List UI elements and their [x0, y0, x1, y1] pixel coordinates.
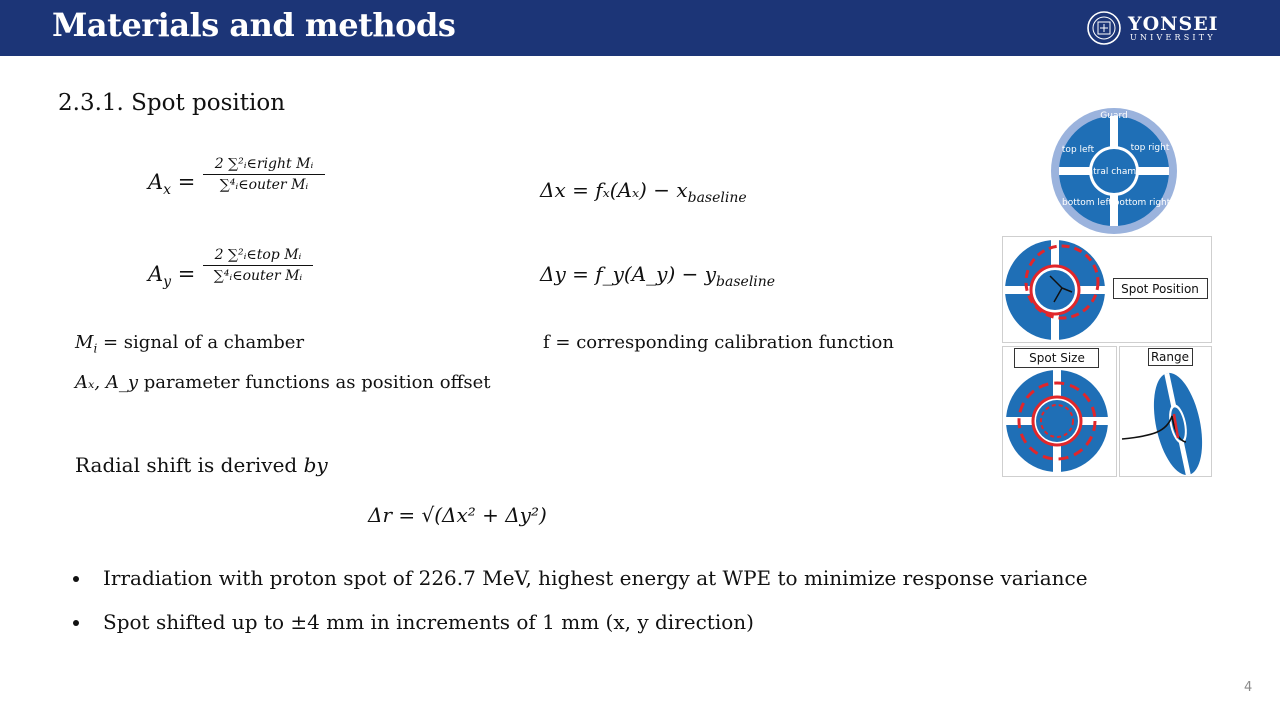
delta-r-equation: Δr = √(Δx² + Δy²) [368, 503, 547, 527]
fraction-bar [203, 265, 313, 266]
ay-numerator: 2 ∑²ᵢ∈top Mᵢ [214, 247, 302, 263]
top-left-label: top left [1061, 145, 1095, 155]
range-label: Range [1150, 350, 1190, 364]
spot-position-label: Spot Position [1121, 282, 1199, 296]
ay-symbol: A [148, 262, 164, 286]
mi-subscript: i [93, 341, 98, 356]
bullet-text: Irradiation with proton spot of 226.7 MeV, highest energy at WPE to minimize response variance [103, 566, 1088, 590]
ay-subscript: y [163, 274, 172, 291]
radial-text: Radial shift is derived [75, 453, 298, 477]
section-heading: 2.3.1. Spot position [58, 90, 286, 116]
bullet-dot-icon [73, 620, 79, 626]
spot-size-label: Spot Size [1029, 351, 1085, 365]
slide-title: Materials and methods [52, 6, 456, 44]
university-logo [1086, 10, 1236, 46]
ax-subscript: x [163, 182, 172, 199]
bottom-right-label: bottom right [1113, 198, 1171, 208]
delta-x-body: Δx = fₓ(Aₓ) − x [540, 178, 688, 202]
guard-label: Guard [1100, 111, 1128, 121]
central-chamber-label: central chamber [1076, 167, 1152, 177]
bottom-left-label: bottom left [1062, 198, 1112, 208]
ax-fraction [203, 156, 325, 193]
ax-denominator: ∑⁴ᵢ∈outer Mᵢ [219, 177, 309, 193]
delta-x-subscript: baseline [687, 190, 747, 206]
mi-symbol: M [75, 332, 94, 353]
spot-size-chamber [1006, 370, 1108, 472]
list-item [73, 566, 1088, 610]
mi-text: = signal of a chamber [97, 332, 305, 353]
axay-symbols: Aₓ, A_y [75, 372, 138, 393]
delta-y-subscript: baseline [716, 274, 776, 290]
bullet-list [73, 566, 1088, 654]
logo-subtitle: UNIVERSITY [1130, 33, 1216, 42]
ax-symbol: A [148, 170, 164, 194]
axay-note [75, 372, 491, 393]
ay-denominator: ∑⁴ᵢ∈outer Mᵢ [213, 268, 303, 284]
bullet-dot-icon [73, 576, 79, 582]
page-number: 4 [1244, 680, 1253, 695]
ay-fraction [203, 247, 313, 284]
delta-x-equation [540, 178, 747, 206]
axay-text: parameter functions as position offset [138, 372, 491, 393]
mi-note [75, 332, 304, 356]
ax-numerator: 2 ∑²ᵢ∈right Mᵢ [214, 156, 314, 172]
measurement-panel [1002, 236, 1214, 480]
radial-italic: by [297, 453, 328, 477]
list-item [73, 610, 1088, 654]
delta-y-equation [540, 262, 775, 290]
f-note: f = corresponding calibration function [543, 332, 894, 353]
chamber-layout-diagram [1048, 106, 1180, 236]
top-right-label: top right [1130, 143, 1170, 153]
fraction-bar [203, 174, 325, 175]
ax-equation: $A_x$ = [148, 170, 196, 199]
ay-equation: $A_y$ = [148, 262, 196, 291]
logo-name: YONSEI [1128, 13, 1219, 35]
spot-position-chamber [1005, 240, 1105, 340]
university-seal-icon [1086, 10, 1122, 46]
bullet-text: Spot shifted up to ±4 mm in increments of 1 mm (x, y direction) [103, 610, 754, 634]
radial-shift-label [75, 453, 328, 477]
delta-y-body: Δy = f_y(A_y) − y [540, 262, 717, 286]
